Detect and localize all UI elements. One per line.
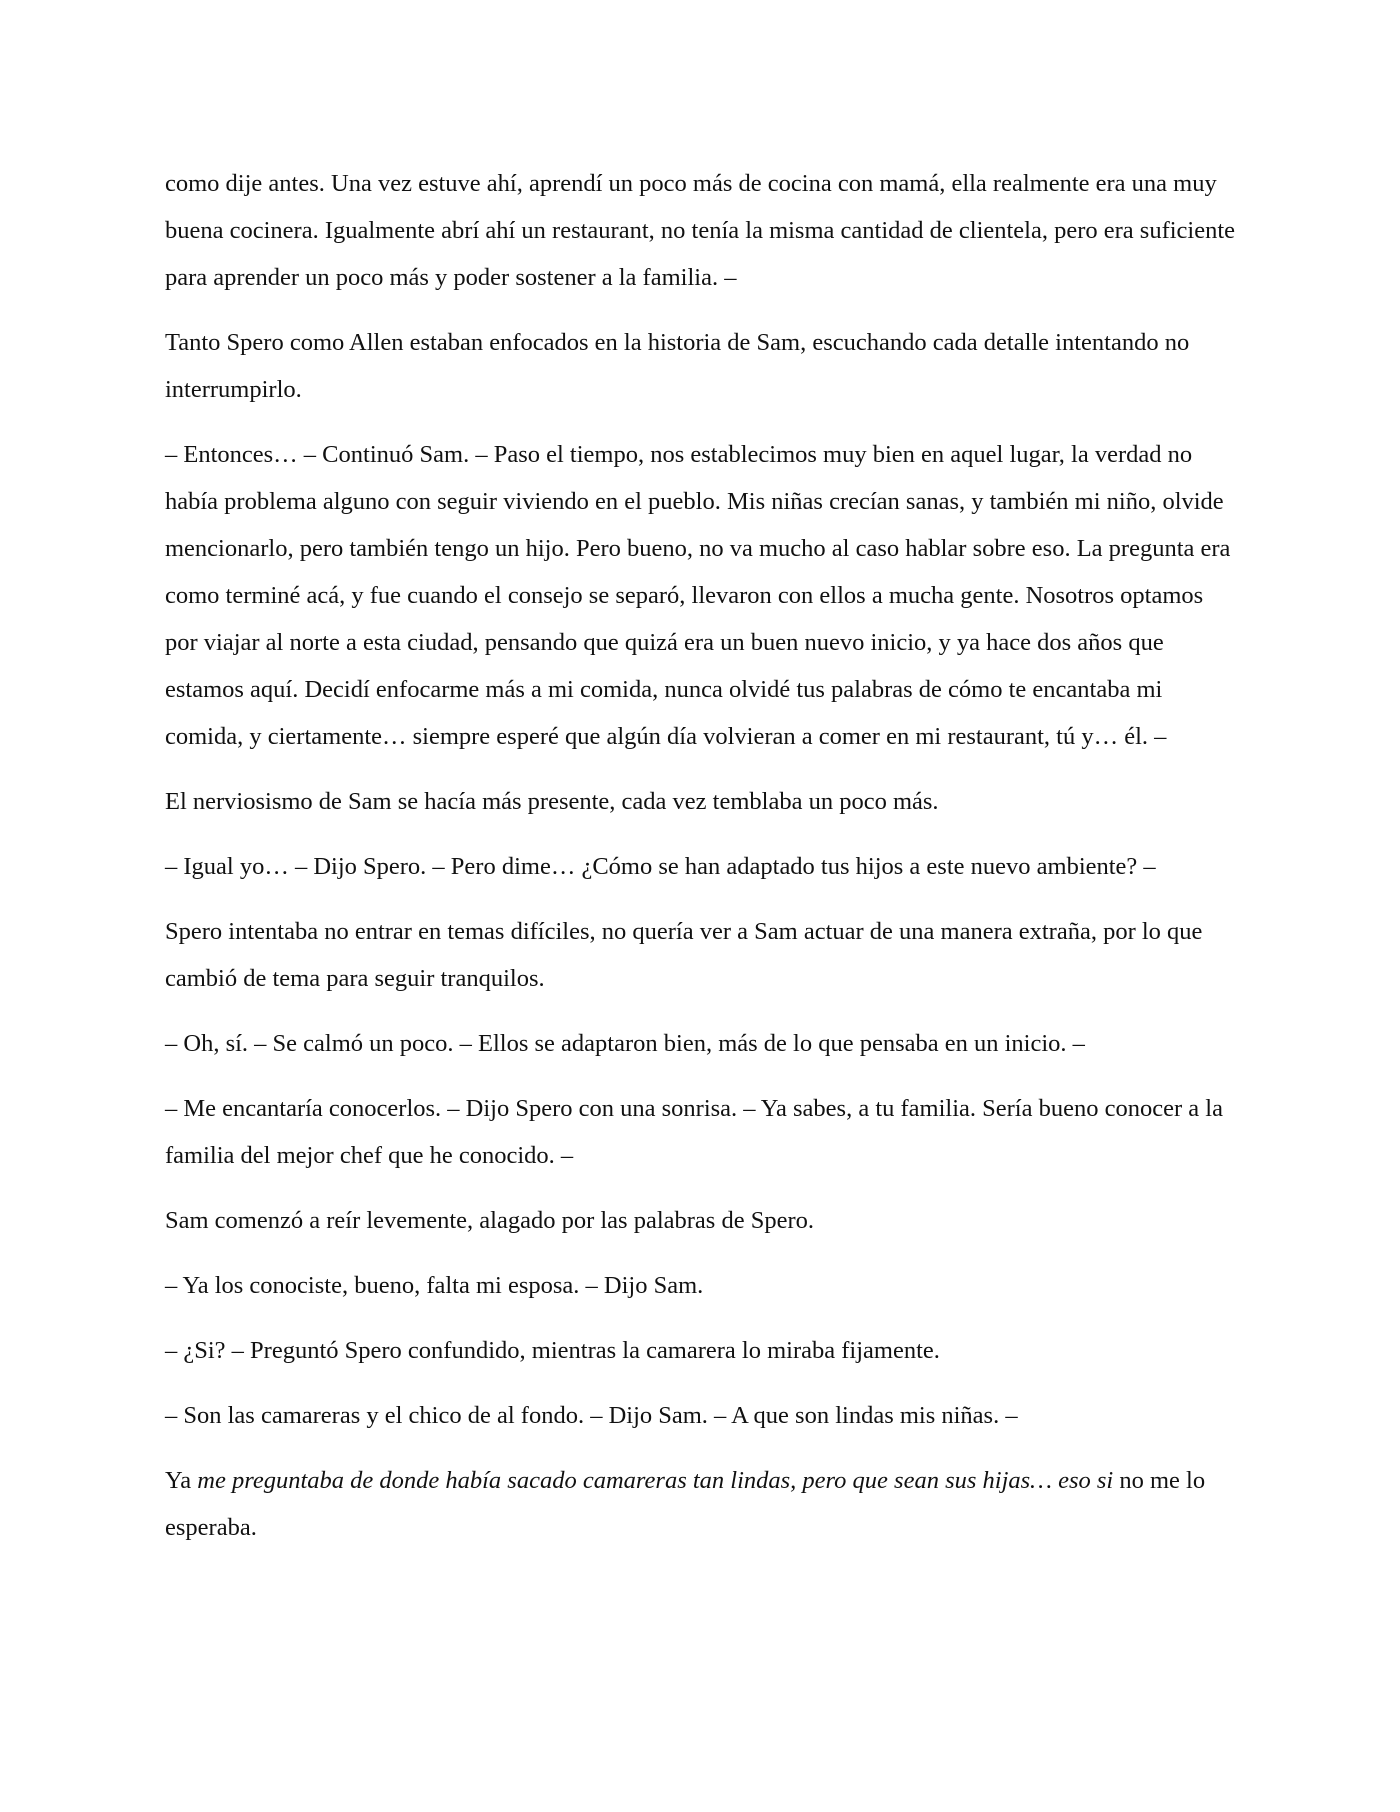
paragraph-13-tail: no me lo esperaba. [165,1467,1206,1541]
paragraph-6: Spero intentaba no entrar en temas difíciles, no quería ver a Sam actuar de una manera extraña, por lo que cambió de tema para seguir tranquilos. [165,918,1203,992]
paragraph-11: – ¿Si? – Preguntó Spero confundido, mientras la camarera lo miraba fijamente. [165,1337,940,1364]
document-page [165,160,1240,1551]
paragraph-1: como dije antes. Una vez estuve ahí, aprendí un poco más de cocina con mamá, ella realmente era una muy buena cocinera. Igualmente abrí ahí un restaurant, no tenía la misma cantidad de clientela, pero era suficiente para aprender un poco más y poder sostener a la familia. – [165,170,1236,291]
paragraph-5: – Igual yo… – Dijo Spero. – Pero dime… ¿Cómo se han adaptado tus hijos a este nuevo ambiente? – [165,853,1156,880]
paragraph-7: – Oh, sí. – Se calmó un poco. – Ellos se adaptaron bien, más de lo que pensaba en un inicio. – [165,1030,1085,1057]
paragraph-12: – Son las camareras y el chico de al fondo. – Dijo Sam. – A que son lindas mis niñas. – [165,1402,1018,1429]
paragraph-13 [165,1457,1240,1551]
paragraph-3: – Entonces… – Continuó Sam. – Paso el tiempo, nos establecimos muy bien en aquel lugar, la verdad no había problema alguno con seguir viviendo en el pueblo. Mis niñas crecían sanas, y también mi niño, olvide mencionarlo, pero también tengo un hijo. Pero bueno, no va mucho al caso hablar sobre eso. La pregunta era como terminé acá, y fue cuando el consejo se separó, llevaron con ellos a mucha gente. Nosotros optamos por viajar al norte a esta ciudad, pensando que quizá era un buen nuevo inicio, y ya hace dos años que estamos aquí. Decidí enfocarme más a mi comida, nunca olvidé tus palabras de cómo te encantaba mi comida, y ciertamente… siempre esperé que algún día volvieran a comer en mi restaurant, tú y… él. – [165,441,1231,750]
paragraph-13-italic: me preguntaba de donde había sacado camareras tan lindas, pero que sean sus hijas… eso si [197,1467,1114,1494]
paragraph-8: – Me encantaría conocerlos. – Dijo Spero con una sonrisa. – Ya sabes, a tu familia. Sería bueno conocer a la familia del mejor chef que he conocido. – [165,1095,1223,1169]
paragraph-10: – Ya los conociste, bueno, falta mi esposa. – Dijo Sam. [165,1272,704,1299]
paragraph-2: Tanto Spero como Allen estaban enfocados en la historia de Sam, escuchando cada detalle intentando no interrumpirlo. [165,329,1190,403]
paragraph-13-lead: Ya [165,1467,198,1494]
paragraph-4: El nerviosismo de Sam se hacía más presente, cada vez temblaba un poco más. [165,788,939,815]
paragraph-9: Sam comenzó a reír levemente, alagado por las palabras de Spero. [165,1207,814,1234]
